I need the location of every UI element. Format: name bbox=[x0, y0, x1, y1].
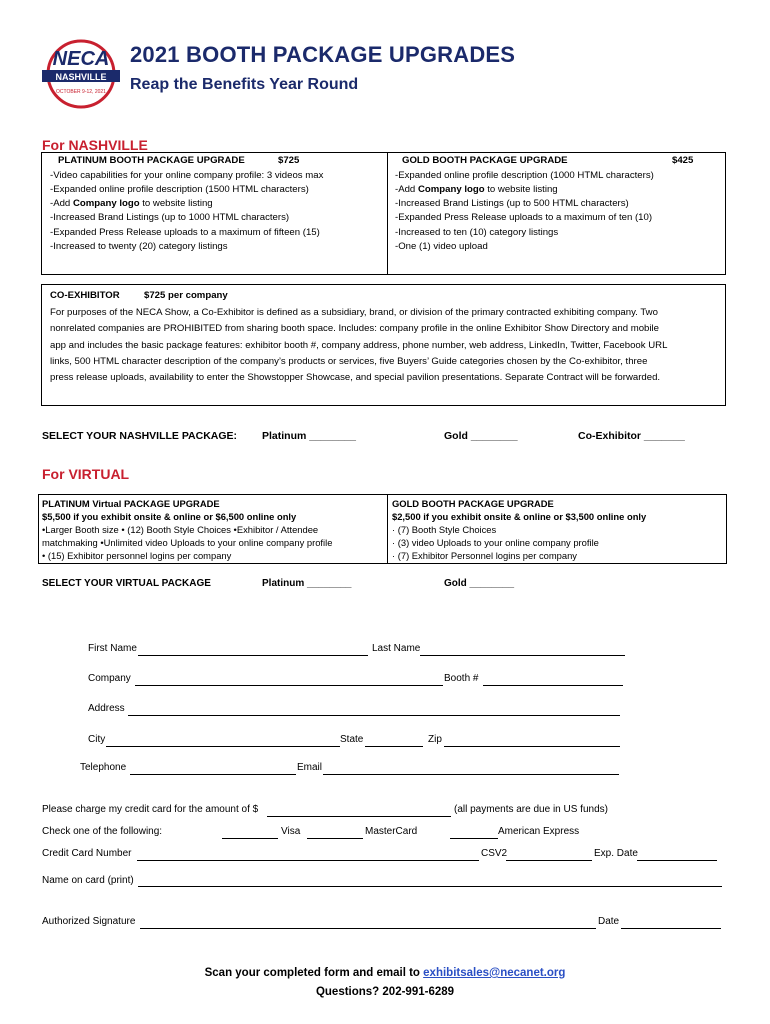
name-on-card-label: Name on card (print) bbox=[42, 875, 134, 886]
csv-label: CSV2 bbox=[481, 848, 508, 859]
company-label: Company bbox=[88, 673, 131, 684]
svg-text:NASHVILLE: NASHVILLE bbox=[55, 72, 107, 82]
gold-title: GOLD BOOTH PACKAGE UPGRADE bbox=[402, 155, 568, 166]
booth-label: Booth # bbox=[444, 673, 479, 684]
email-label: Email bbox=[297, 762, 323, 773]
zip-label: Zip bbox=[428, 734, 442, 745]
booth-field[interactable] bbox=[483, 685, 623, 686]
coexhibitor-line: press release uploads, availability to enter the Showstopper Showcase, and special pavilion presentations. Separate Contract will be forwarded. bbox=[50, 372, 661, 384]
email-field[interactable] bbox=[323, 774, 619, 775]
visa-checkbox[interactable] bbox=[222, 838, 278, 839]
neca-nashville-logo bbox=[40, 38, 122, 108]
virtual-gold-feature: · (7) Booth Style Choices bbox=[392, 524, 497, 535]
platinum-feature: -Add Company logo to website listing bbox=[50, 198, 213, 209]
virtual-platinum-feature: matchmaking •Unlimited video Uploads to your online company profile bbox=[42, 537, 333, 548]
nashville-option-gold[interactable]: Gold ________ bbox=[444, 430, 518, 442]
email-link[interactable]: exhibitsales@necanet.org bbox=[423, 967, 566, 979]
amex-label: American Express bbox=[498, 826, 580, 837]
mastercard-checkbox[interactable] bbox=[307, 838, 363, 839]
date-label: Date bbox=[598, 916, 620, 927]
gold-feature: -Expanded Press Release uploads to a maximum of ten (10) bbox=[395, 212, 653, 223]
gold-feature: -One (1) video upload bbox=[395, 241, 488, 252]
zip-field[interactable] bbox=[444, 746, 620, 747]
coexhibitor-line: For purposes of the NECA Show, a Co-Exhibitor is defined as a subsidiary, brand, or division of the primary contracted exhibiting company. Two bbox=[50, 307, 658, 318]
virtual-platinum-feature: •Larger Booth size • (12) Booth Style Choices •Exhibitor / Attendee bbox=[42, 524, 319, 535]
last-name-label: Last Name bbox=[372, 643, 421, 654]
virtual-gold-title: GOLD BOOTH PACKAGE UPGRADE bbox=[392, 498, 554, 509]
coexhibitor-line: links, 500 HTML character description of the company’s products or services, five Buyers’ Guide categories chosen by the Co-exhibitor, three bbox=[50, 355, 648, 367]
city-field[interactable] bbox=[106, 746, 340, 747]
charge-amount-field[interactable] bbox=[267, 816, 451, 817]
platinum-feature: -Expanded online profile description (1500 HTML characters) bbox=[50, 184, 309, 195]
nashville-option-coexhibitor[interactable]: Co-Exhibitor _______ bbox=[578, 430, 685, 442]
card-number-field[interactable] bbox=[137, 860, 479, 861]
gold-feature: -Increased Brand Listings (up to 500 HTML characters) bbox=[395, 198, 629, 209]
nashville-option-platinum[interactable]: Platinum ________ bbox=[262, 430, 356, 442]
city-label: City bbox=[88, 734, 106, 745]
coexhibitor-line: nonrelated companies are PROHIBITED from sharing booth space. Includes: company profile in the online Exhibitor Show Directory and mobile bbox=[50, 323, 659, 335]
coexhibitor-description bbox=[50, 305, 667, 386]
scan-text: Scan your completed form and email to bbox=[204, 967, 424, 979]
coexhibitor-price: $725 per company bbox=[144, 290, 228, 301]
divider bbox=[387, 153, 388, 274]
name-on-card-field[interactable] bbox=[138, 886, 722, 887]
amex-checkbox[interactable] bbox=[450, 838, 498, 839]
charge-label: Please charge my credit card for the amount of $ bbox=[42, 804, 259, 815]
coexhibitor-title: CO-EXHIBITOR bbox=[50, 290, 120, 301]
date-field[interactable] bbox=[621, 928, 721, 929]
mastercard-label: MasterCard bbox=[365, 826, 418, 837]
coexhibitor-line: app and includes the basic package features: exhibitor booth #, company address, phone number, web address, LinkedIn, Twitter, Facebook URL bbox=[50, 339, 668, 351]
footer-scan bbox=[0, 967, 770, 979]
page-subtitle: Reap the Benefits Year Round bbox=[130, 76, 359, 93]
csv-field[interactable] bbox=[506, 860, 592, 861]
virtual-gold-feature: · (3) video Uploads to your online company profile bbox=[392, 537, 599, 548]
signature-label: Authorized Signature bbox=[42, 916, 136, 927]
virtual-platinum-price: $5,500 if you exhibit onsite & online or $6,500 online only bbox=[42, 511, 297, 522]
virtual-gold-feature: · (7) Exhibitor Personnel logins per company bbox=[392, 550, 577, 561]
virtual-heading: For VIRTUAL bbox=[42, 466, 130, 482]
state-label: State bbox=[340, 734, 364, 745]
nashville-packages-box bbox=[41, 152, 726, 275]
charge-note: (all payments are due in US funds) bbox=[454, 804, 608, 815]
virtual-platinum-title: PLATINUM Virtual PACKAGE UPGRADE bbox=[42, 498, 220, 509]
visa-label: Visa bbox=[281, 826, 301, 837]
telephone-field[interactable] bbox=[130, 774, 296, 775]
exp-date-label: Exp. Date bbox=[594, 848, 638, 859]
card-number-label: Credit Card Number bbox=[42, 848, 132, 859]
gold-feature: -Increased to ten (10) category listings bbox=[395, 227, 559, 238]
coexhibitor-box bbox=[41, 284, 726, 406]
svg-text:OCTOBER 9-12, 2021: OCTOBER 9-12, 2021 bbox=[56, 89, 106, 95]
check-one-label: Check one of the following: bbox=[42, 826, 163, 837]
footer-questions: Questions? 202-991-6289 bbox=[315, 986, 455, 998]
gold-feature: -Add Company logo to website listing bbox=[395, 184, 558, 195]
first-name-field[interactable] bbox=[138, 655, 368, 656]
virtual-platinum-feature: • (15) Exhibitor personnel logins per company bbox=[42, 550, 232, 561]
platinum-title: PLATINUM BOOTH PACKAGE UPGRADE bbox=[58, 155, 245, 166]
address-field[interactable] bbox=[128, 715, 620, 716]
virtual-select-label: SELECT YOUR VIRTUAL PACKAGE bbox=[42, 578, 211, 589]
virtual-gold-price: $2,500 if you exhibit onsite & online or $3,500 online only bbox=[392, 511, 647, 522]
virtual-packages-box bbox=[38, 494, 727, 564]
gold-price: $425 bbox=[672, 155, 694, 166]
svg-text:NECA: NECA bbox=[52, 48, 110, 70]
telephone-label: Telephone bbox=[80, 762, 127, 773]
company-field[interactable] bbox=[135, 685, 443, 686]
virtual-option-gold[interactable]: Gold ________ bbox=[444, 578, 515, 589]
nashville-heading: For NASHVILLE bbox=[42, 137, 148, 153]
page-title: 2021 BOOTH PACKAGE UPGRADES bbox=[130, 42, 516, 67]
exp-date-field[interactable] bbox=[637, 860, 717, 861]
first-name-label: First Name bbox=[88, 643, 137, 654]
platinum-feature: -Increased Brand Listings (up to 1000 HTML characters) bbox=[50, 212, 290, 223]
platinum-feature: -Expanded Press Release uploads to a maximum of fifteen (15) bbox=[50, 227, 320, 238]
platinum-feature: -Increased to twenty (20) category listings bbox=[50, 241, 228, 252]
nashville-select-label: SELECT YOUR NASHVILLE PACKAGE: bbox=[42, 430, 238, 442]
divider bbox=[387, 495, 388, 563]
signature-field[interactable] bbox=[140, 928, 596, 929]
virtual-option-platinum[interactable]: Platinum ________ bbox=[262, 578, 352, 589]
state-field[interactable] bbox=[365, 746, 423, 747]
address-label: Address bbox=[88, 703, 125, 714]
gold-feature: -Expanded online profile description (1000 HTML characters) bbox=[395, 170, 654, 181]
platinum-price: $725 bbox=[278, 155, 300, 166]
last-name-field[interactable] bbox=[420, 655, 625, 656]
platinum-feature: -Video capabilities for your online company profile: 3 videos max bbox=[50, 170, 324, 181]
